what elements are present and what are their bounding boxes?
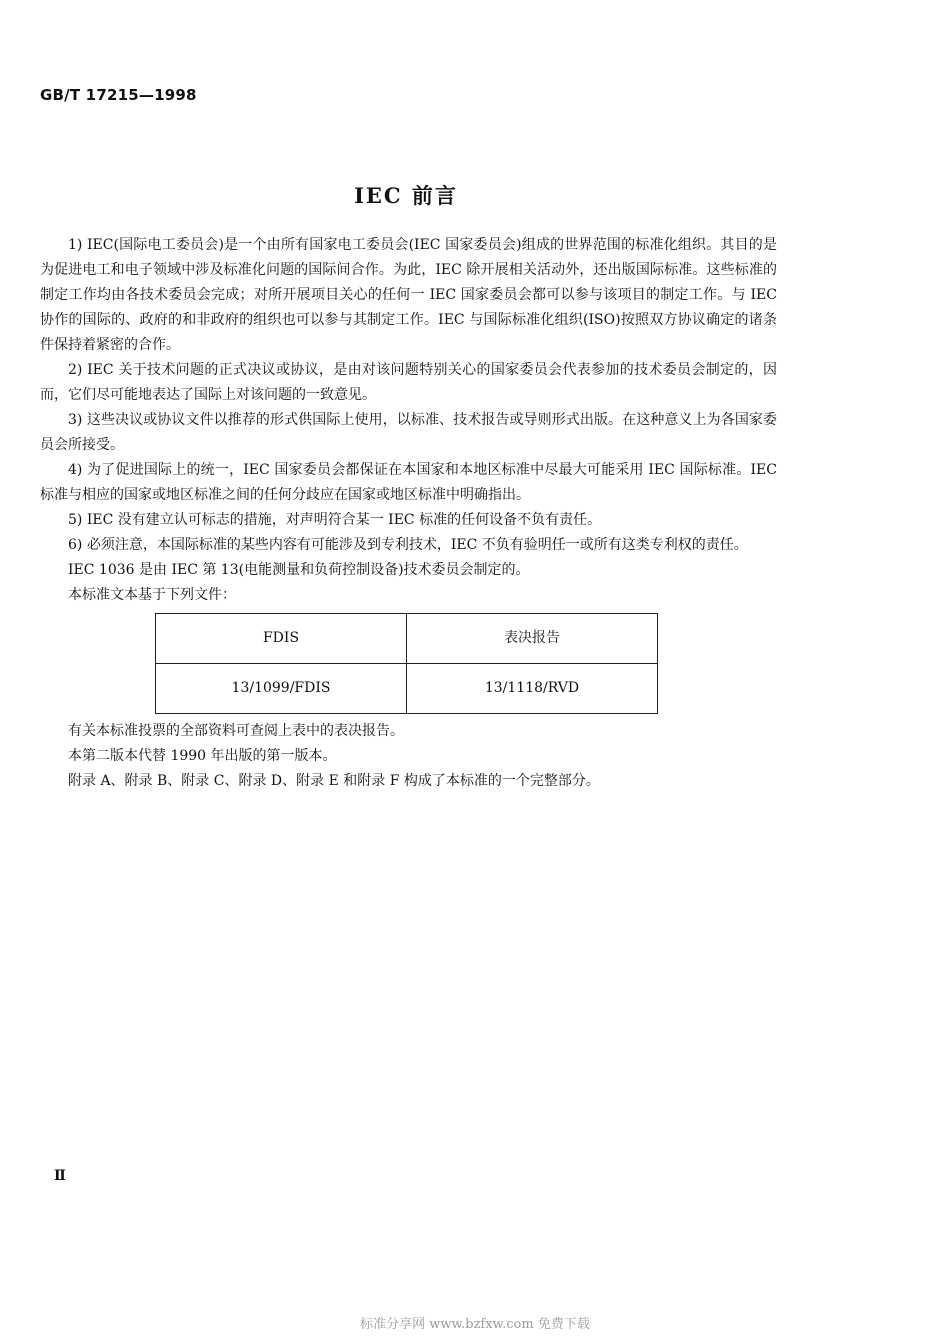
paragraph-annexes: 附录 A、附录 B、附录 C、附录 D、附录 E 和附录 F 构成了本标准的一个完整部分。 xyxy=(68,773,600,789)
page-title: IEC 前言 xyxy=(354,183,458,208)
watermark-footer: 标准分享网 www.bzfxw.com 免费下载 xyxy=(360,1317,590,1332)
page-number: Ⅱ xyxy=(54,1168,66,1184)
table-cell-fdis: 13/1099/FDIS xyxy=(156,664,407,714)
standard-code-header: GB/T 17215—1998 xyxy=(40,86,197,104)
table-cell-rvd: 13/1118/RVD xyxy=(407,664,658,714)
paragraph-committee: IEC 1036 是由 IEC 第 13(电能测量和负荷控制设备)技术委员会制定的。 xyxy=(68,562,530,578)
paragraph-4: 4) 为了促进国际上的统一，IEC 国家委员会都保证在本国家和本地区标准中尽最大可能采用 IEC 国际标准。IEC 标准与相应的国家或地区标准之间的任何分歧应在国家或地区标准中明确指出。 xyxy=(40,462,777,503)
paragraph-edition: 本第二版本代替 1990 年出版的第一版本。 xyxy=(68,748,337,764)
table-row xyxy=(156,664,658,714)
table-header-row xyxy=(156,614,658,664)
paragraph-2: 2) IEC 关于技术问题的正式决议或协议，是由对该问题特别关心的国家委员会代表参加的技术委员会制定的，因而，它们尽可能地表达了国际上对该问题的一致意见。 xyxy=(40,362,777,403)
foreword-body xyxy=(40,233,777,794)
paragraph-5: 5) IEC 没有建立认可标志的措施，对声明符合某一 IEC 标准的任何设备不负有责任。 xyxy=(68,512,602,528)
paragraph-1: 1) IEC(国际电工委员会)是一个由所有国家电工委员会(IEC 国家委员会)组成的世界范围的标准化组织。其目的是为促进电工和电子领域中涉及标准化问题的国际间合作。为此，IEC 除开展相关活动外，还出版国际标准。这些标准的制定工作均由各技术委员会完成；对所开展项目关心的任何一 IEC 国家委员会都可以参与该项目的制定工作。与 IEC 协作的国际的、政府的和非政府的组织也可以参与其制定工作。IEC 与国际标准化组织(ISO)按照双方协议确定的诸条件保持着紧密的合作。 xyxy=(40,237,777,353)
paragraph-3: 3) 这些决议或协议文件以推荐的形式供国际上使用，以标准、技术报告或导则形式出版。在这种意义上为各国家委员会所接受。 xyxy=(40,412,777,453)
paragraph-voting-info: 有关本标准投票的全部资料可查阅上表中的表决报告。 xyxy=(68,723,404,739)
table-header-fdis: FDIS xyxy=(156,614,407,664)
table-header-voting-report: 表决报告 xyxy=(407,614,658,664)
paragraph-6: 6) 必须注意，本国际标准的某些内容有可能涉及到专利技术，IEC 不负有验明任一或所有这类专利权的责任。 xyxy=(68,537,748,553)
paragraph-based-on: 本标准文本基于下列文件： xyxy=(68,587,236,603)
document-table xyxy=(155,613,658,714)
